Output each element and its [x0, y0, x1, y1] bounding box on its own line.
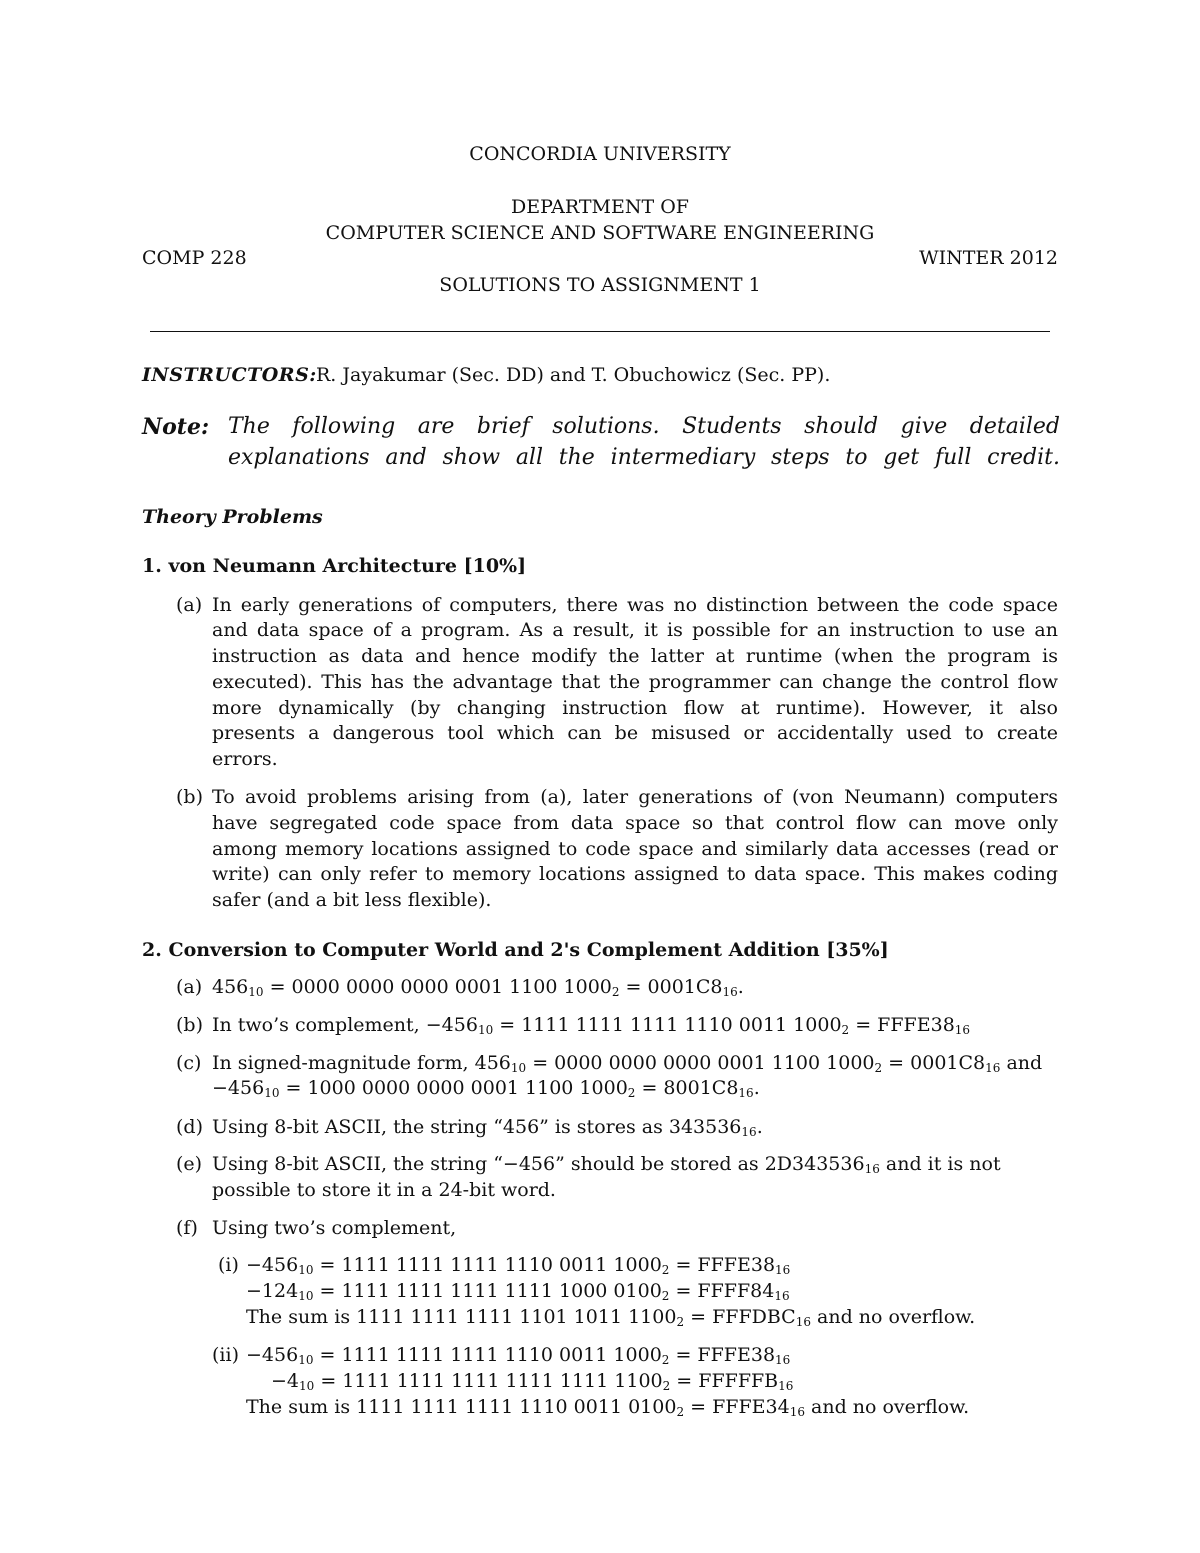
problem-2a-text: $456_{10} = 0000$ 0000 0000 0001 1100 $1000_2 = 0001C8_{16}$. [212, 976, 744, 999]
problem-1a-line-5: more dynamically (by changing instruction flow at runtime). However, it also [212, 697, 1058, 719]
problem-2d-text: Using 8-bit ASCII, the string “456” is stores as $343536_{16}$. [212, 1116, 763, 1139]
problem-1b-line-2: have segregated code space from data space so that control flow can move only [212, 812, 1058, 834]
problem-2b-tag: (b) [176, 1014, 203, 1036]
header-divider [150, 331, 1050, 332]
problem-2f-i-tag: (i) [218, 1254, 239, 1276]
problem-1b-line-5: safer (and a bit less flexible). [212, 889, 492, 911]
problem-1b-tag: (b) [176, 786, 203, 808]
note-line-1: The following are brief solutions. Students should give detailed [228, 414, 1060, 439]
problem-2f-text: Using two’s complement, [212, 1217, 457, 1239]
problem-2b-text: In two’s complement, $-456_{10} = 1111$ 1111 1111 1110 0011 $1000_2$ = $FFFE38_{16}$ [212, 1014, 971, 1037]
problem-2f-ii-line-1: $-456_{10} = 1111$ 1111 1111 1110 0011 $1000_2$ = $FFFE38_{16}$ [246, 1344, 791, 1367]
problem-2a-tag: (a) [176, 976, 203, 998]
problem-1a-tag: (a) [176, 594, 203, 616]
problem-2f-i-line-1: $-456_{10} = 1111$ 1111 1111 1110 0011 $1000_2$ = $FFFE38_{16}$ [246, 1254, 791, 1277]
instructors-label: INSTRUCTORS: [142, 364, 317, 386]
problem-2c-tag: (c) [176, 1052, 202, 1074]
department-line-1: DEPARTMENT OF [511, 196, 689, 218]
problem-2f-ii-line-3: The sum is 1111 1111 1111 1110 0011 $0100_2$ = $FFFE34_{16}$ and no overflow. [246, 1396, 970, 1419]
course-code: COMP 228 [142, 247, 247, 269]
problem-1a-line-2: and data space of a program. As a result, it is possible for an instruction to use an [212, 619, 1058, 641]
instructors-text: R. Jayakumar (Sec. DD) and T. Obuchowicz (Sec. PP). [316, 364, 831, 386]
section-title: Theory Problems [142, 506, 323, 528]
problem-1b-line-1: To avoid problems arising from (a), later generations of (von Neumann) computers [212, 786, 1058, 808]
problem-1b-line-3: among memory locations assigned to code space and similarly data accesses (read or [212, 838, 1058, 860]
problem-1a-line-1: In early generations of computers, there was no distinction between the code space [212, 594, 1058, 616]
problem-2f-tag: (f) [176, 1217, 198, 1239]
problem-2c-text: In signed-magnitude form, $456_{10} = 0000$ 0000 0000 0001 1100 $1000_2 = 0001C8_{16}$ and [212, 1052, 1043, 1075]
problem-2c-text-2: $-456_{10} = 1000$ 0000 0000 0001 1100 $1000_2 = 8001C8_{16}$. [212, 1077, 760, 1100]
note-label: Note: [142, 414, 210, 440]
problem-2e-text-2: possible to store it in a 24-bit word. [212, 1179, 556, 1201]
problem-1-heading: 1. von Neumann Architecture [10%] [142, 555, 527, 577]
problem-2d-tag: (d) [176, 1116, 203, 1138]
term: WINTER 2012 [919, 247, 1058, 269]
note-line-2: explanations and show all the intermediary steps to get full credit. [228, 445, 1060, 470]
problem-2e-tag: (e) [176, 1153, 203, 1175]
problem-2f-ii-line-2: $-4_{10} = 1111$ 1111 1111 1111 1111 $1100_2$ = $FFFFFB_{16}$ [271, 1370, 794, 1393]
problem-1a-line-7: errors. [212, 748, 278, 770]
problem-1a-line-6: presents a dangerous tool which can be misused or accidentally used to create [212, 722, 1058, 744]
problem-1b-line-4: write) can only refer to memory locations assigned to data space. This makes coding [212, 863, 1058, 885]
problem-2f-ii-tag: (ii) [212, 1344, 239, 1366]
university-title: CONCORDIA UNIVERSITY [469, 143, 731, 165]
department-line-2: COMPUTER SCIENCE AND SOFTWARE ENGINEERING [325, 222, 875, 244]
problem-2f-i-line-3: The sum is 1111 1111 1111 1101 1011 $1100_2$ = $FFFDBC_{16}$ and no overflow. [246, 1306, 976, 1329]
problem-1a-line-4: executed). This has the advantage that the programmer can change the control flow [212, 671, 1058, 693]
problem-2-heading: 2. Conversion to Computer World and 2's Complement Addition [35%] [142, 939, 889, 961]
problem-2f-i-line-2: $-124_{10} = 1111$ 1111 1111 1111 1000 $0100_2$ = $FFFF84_{16}$ [246, 1280, 790, 1303]
problem-1a-line-3: instruction as data and hence modify the latter at runtime (when the program is [212, 645, 1058, 667]
problem-2e-text: Using 8-bit ASCII, the string “−456” should be stored as $2D343536_{16}$ and it is not [212, 1153, 1001, 1176]
document-title: SOLUTIONS TO ASSIGNMENT 1 [439, 274, 761, 296]
